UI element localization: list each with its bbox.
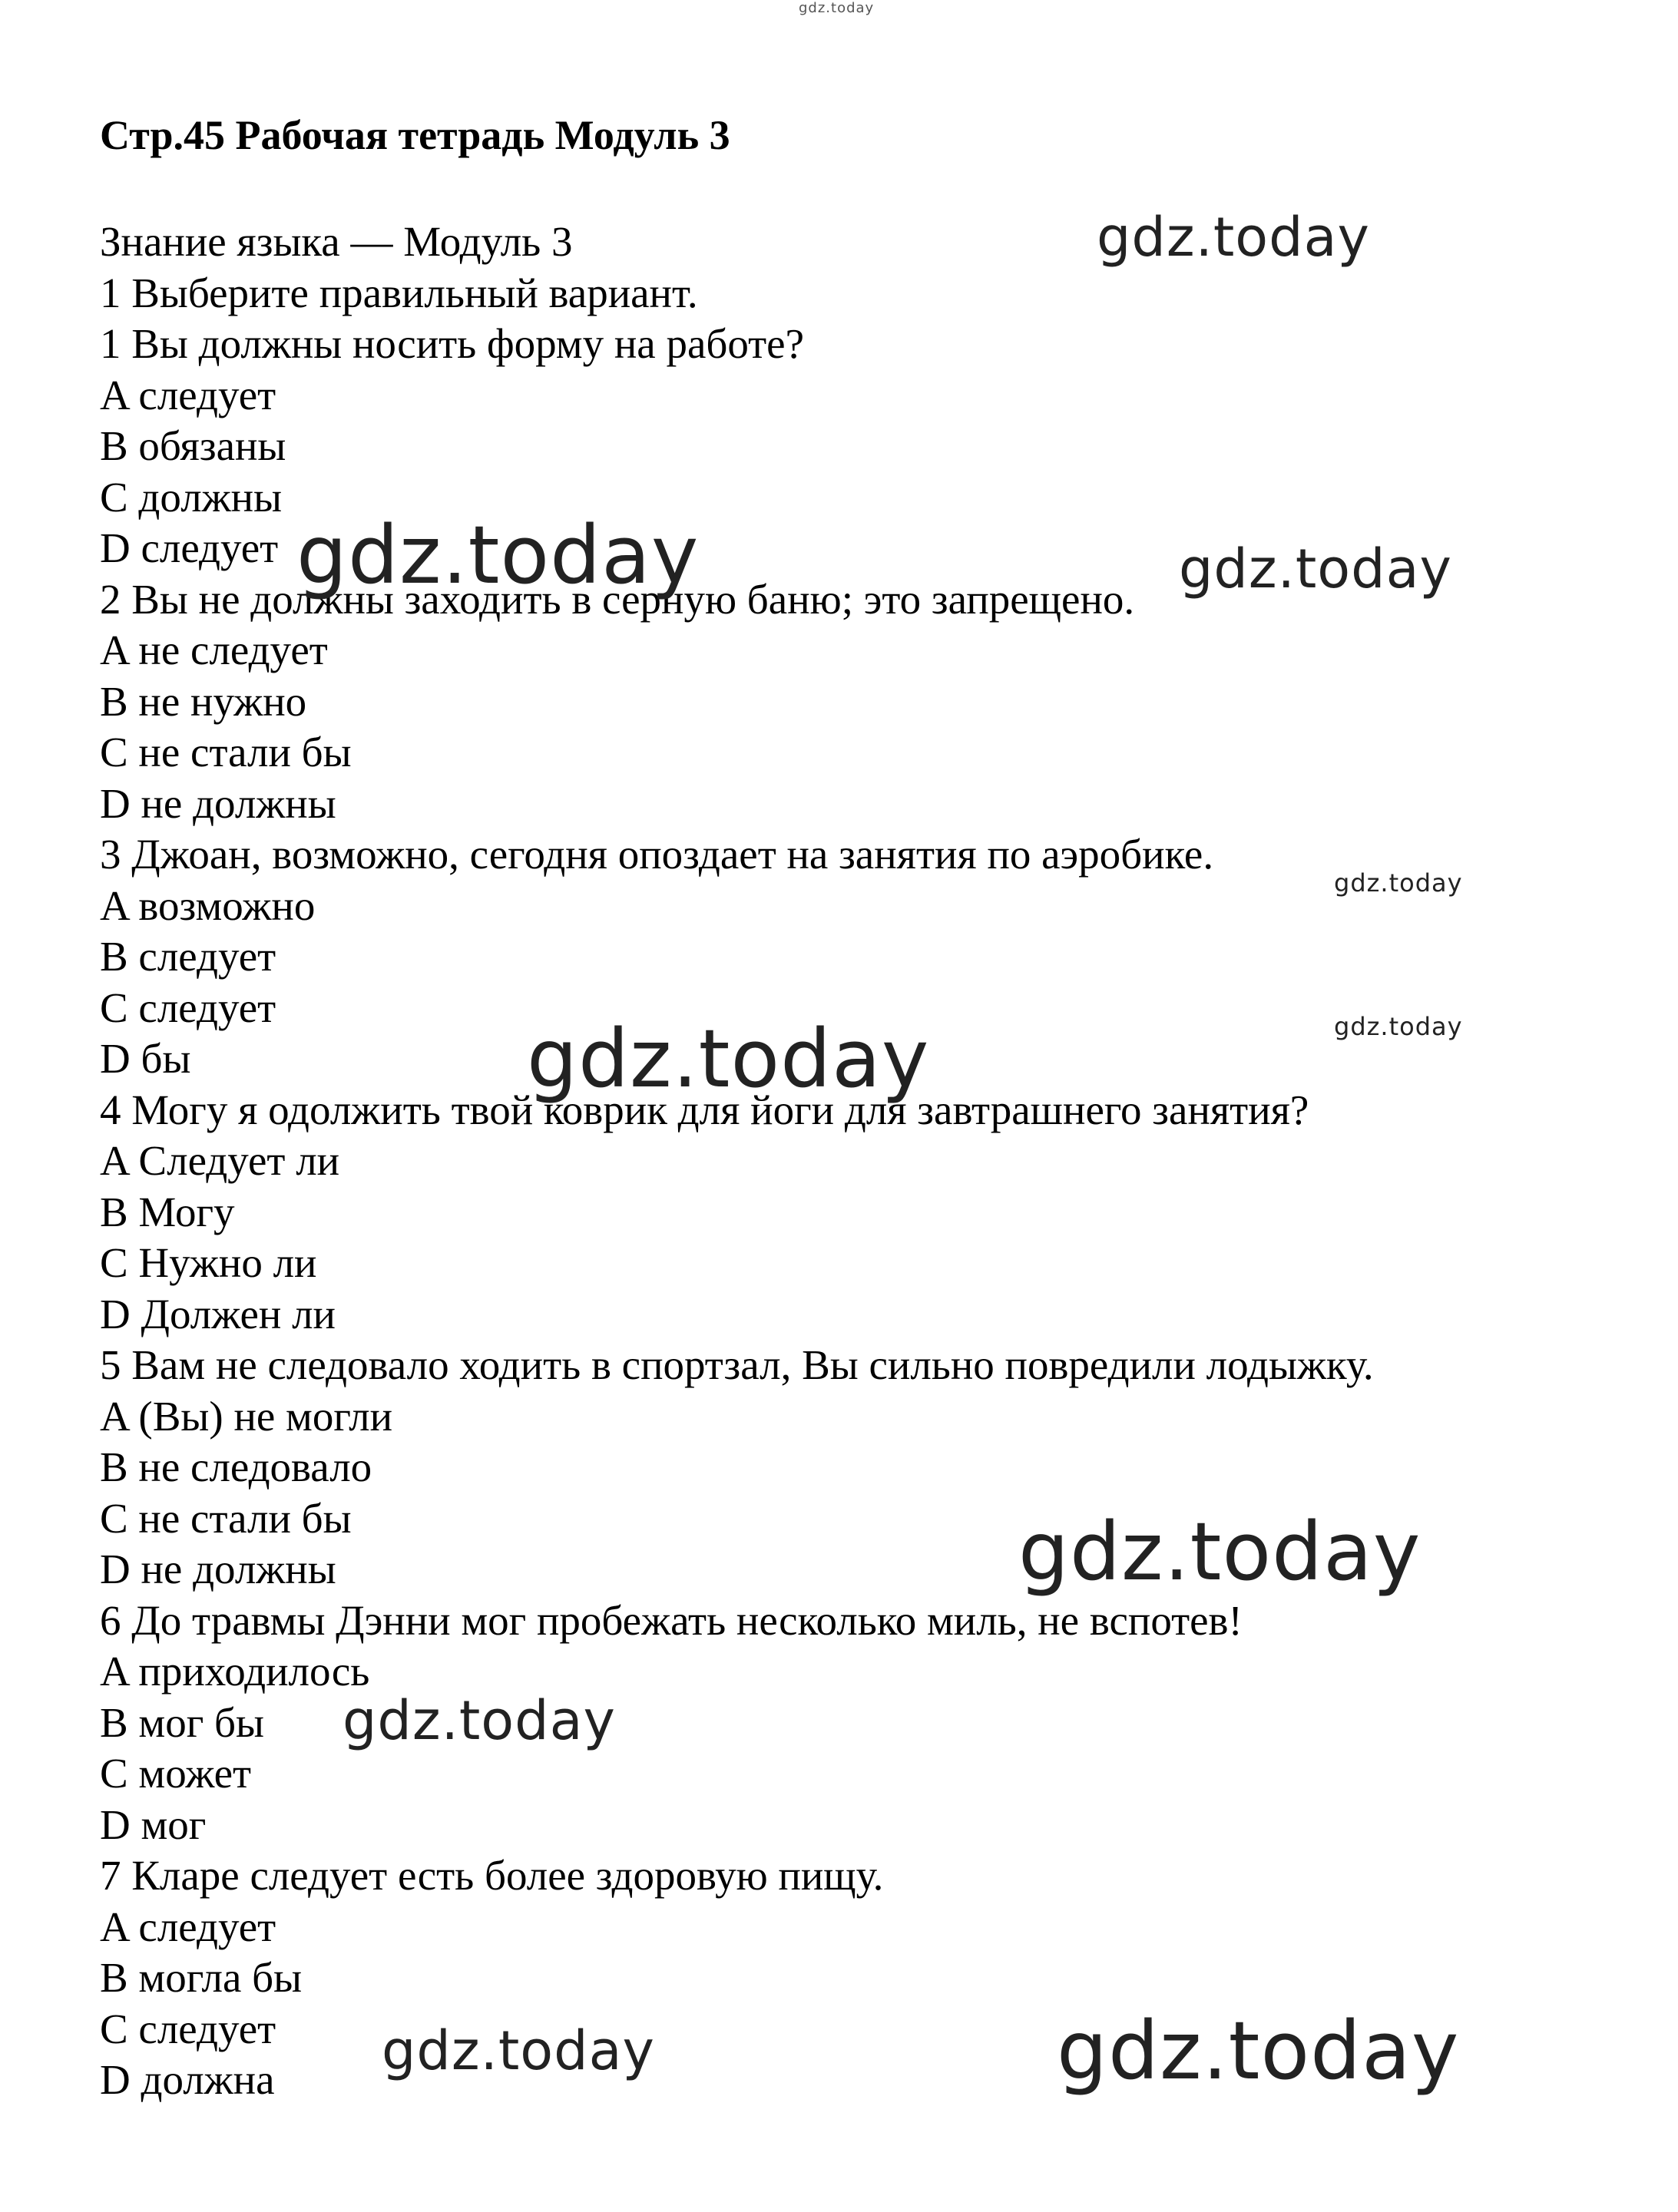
answer-option: B не следовало bbox=[100, 1443, 372, 1490]
watermark: gdz.today bbox=[1057, 2004, 1460, 2098]
section-heading: Знание языка — Модуль 3 bbox=[100, 218, 573, 265]
answer-option: C Нужно ли bbox=[100, 1239, 317, 1286]
watermark: gdz.today bbox=[799, 0, 875, 16]
question-2 bbox=[100, 574, 1636, 830]
answer-option: A приходилось bbox=[100, 1648, 370, 1695]
watermark: gdz.today bbox=[527, 1012, 930, 1106]
watermark: gdz.today bbox=[382, 2019, 655, 2082]
answer-option: B Могу bbox=[100, 1188, 235, 1235]
watermark: gdz.today bbox=[1334, 868, 1463, 898]
answer-option: B не нужно bbox=[100, 677, 307, 725]
exercise-instruction: 1 Выберите правильный вариант. bbox=[100, 269, 698, 316]
answer-option: A не следует bbox=[100, 627, 328, 673]
answer-option: D Должен ли bbox=[100, 1290, 336, 1337]
answer-option: B мог бы bbox=[100, 1698, 264, 1746]
question-text: 2 Вы не должны заходить в серную баню; это запрещено. bbox=[100, 575, 1135, 623]
answer-option: A возможно bbox=[100, 881, 316, 929]
answer-option: A Следует ли bbox=[100, 1137, 340, 1184]
watermark: gdz.today bbox=[1334, 1012, 1463, 1041]
watermark: gdz.today bbox=[1179, 537, 1452, 600]
question-text: 3 Джоан, возможно, сегодня опоздает на занятия по аэробике. bbox=[100, 831, 1214, 878]
answer-option: C следует bbox=[100, 984, 276, 1031]
answer-option: B обязаны bbox=[100, 422, 286, 469]
answer-option: B следует bbox=[100, 933, 276, 980]
answer-option: B могла бы bbox=[100, 1954, 303, 2001]
answer-option: D бы bbox=[100, 1035, 191, 1082]
answer-option: D следует bbox=[100, 524, 279, 571]
answer-option: C не стали бы bbox=[100, 729, 352, 775]
answer-option: C не стали бы bbox=[100, 1494, 352, 1542]
question-4 bbox=[100, 1085, 1636, 1341]
answer-option: D не должны bbox=[100, 1546, 336, 1592]
question-text: 1 Вы должны носить форму на работе? bbox=[100, 320, 804, 367]
answer-option: D должна bbox=[100, 2056, 275, 2103]
question-text: 5 Вам не следовало ходить в спортзал, Вы сильно повредили лодыжку. bbox=[100, 1341, 1374, 1388]
watermark: gdz.today bbox=[1097, 206, 1370, 269]
watermark: gdz.today bbox=[296, 508, 700, 602]
answer-option: C должны bbox=[100, 473, 283, 521]
answer-option: C может bbox=[100, 1750, 252, 1797]
answer-option: A следует bbox=[100, 371, 276, 418]
question-6 bbox=[100, 1595, 1636, 1851]
answer-option: A (Вы) не могли bbox=[100, 1392, 392, 1440]
question-text: 4 Могу я одолжить твой коврик для йоги для завтрашнего занятия? bbox=[100, 1086, 1309, 1133]
question-text: 7 Кларе следует есть более здоровую пищу. bbox=[100, 1852, 884, 1899]
answer-option: A следует bbox=[100, 1903, 276, 1950]
watermark: gdz.today bbox=[1018, 1505, 1422, 1599]
answer-option: C следует bbox=[100, 2005, 276, 2052]
page-title: Стр.45 Рабочая тетрадь Модуль 3 bbox=[100, 112, 730, 158]
answer-option: D мог bbox=[100, 1800, 207, 1848]
document-body bbox=[100, 107, 1636, 2106]
watermark: gdz.today bbox=[343, 1689, 616, 1752]
answer-option: D не должны bbox=[100, 779, 336, 827]
question-text: 6 До травмы Дэнни мог пробежать несколько миль, не вспотев! bbox=[100, 1596, 1243, 1644]
